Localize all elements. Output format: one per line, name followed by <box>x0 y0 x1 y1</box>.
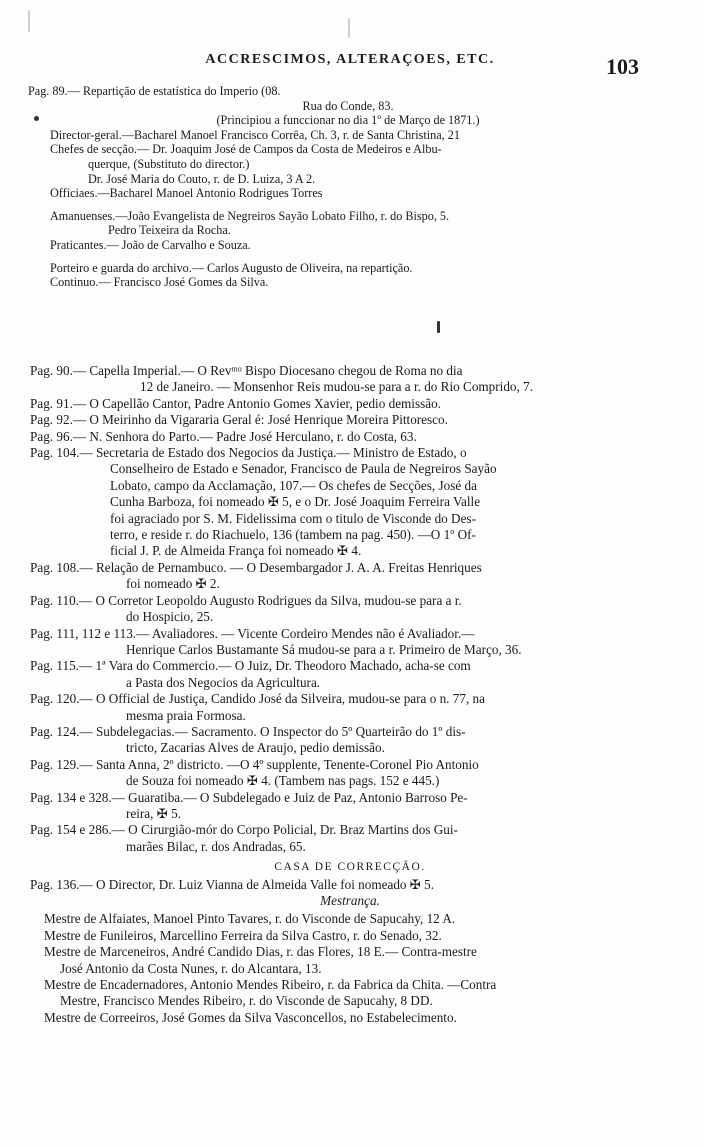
entry <box>30 877 670 893</box>
entry-continuation-line: reira, ✠ 5. <box>126 805 181 821</box>
entry-first-line: Pag. 134 e 328.— Guaratiba.— O Subdelegado e Juiz de Paz, Antonio Barroso Pe- <box>30 789 468 805</box>
mestre-continuation-line: José Antonio da Costa Nunes, r. do Alcantara, 13. <box>60 960 322 976</box>
entry-first-line: Pag. 90.— Capella Imperial.— O Revᵐᵒ Bispo Diocesano chegou de Roma no dia <box>30 363 463 378</box>
entry-continuation-line: mesma praia Formosa. <box>126 707 246 723</box>
entry <box>30 724 670 757</box>
entry <box>30 757 670 790</box>
entry-first-line: Pag. 124.— Subdelegacias.— Sacramento. O Inspector do 5º Quarteirão do 1º dis- <box>30 723 466 739</box>
entry <box>30 560 670 593</box>
entry-continuation-line: ficial J. P. de Almeida França foi nomeado ✠ 4. <box>110 543 362 559</box>
section-line: Continuo.— Francisco José Gomes da Silva. <box>50 275 269 290</box>
entry-first-line: Pag. 136.— O Director, Dr. Luiz Vianna de Almeida Valle foi nomeado ✠ 5. <box>30 876 435 892</box>
section-line: Officiaes.—Bacharel Manoel Antonio Rodrigues Torres <box>50 186 323 201</box>
entry-continuation-line: Conselheiro de Estado e Senador, Francisco de Paula de Negreiros Sayão <box>110 461 497 477</box>
entry-continuation-line: foi agraciado por S. M. Fidelissima com o titulo de Visconde do Des- <box>110 510 476 526</box>
entry <box>30 658 670 691</box>
section-line: Director-geral.—Bacharel Manoel Francisco Corrêa, Ch. 3, r. de Santa Christina, 21 <box>50 127 460 142</box>
entry-first-line: Pag. 91.— O Capellão Cantor, Padre Antonio Gomes Xavier, pedio demissão. <box>30 395 441 411</box>
entry-continuation-line: a Pasta dos Negocios da Agricultura. <box>126 674 321 690</box>
page-number: 103 <box>606 54 639 79</box>
statistics-office-section <box>28 84 668 290</box>
entry <box>30 412 670 428</box>
mestre-line: Mestre de Marceneiros, André Candido Dias, r. das Flores, 18 E.— Contra-mestre <box>44 944 477 960</box>
entry-first-line: Pag. 111, 112 e 113.— Avaliadores. — Vicente Cordeiro Mendes não é Avaliador.— <box>30 625 475 641</box>
section-line: Dr. José Maria do Couto, r. de D. Luiza, 3 A 2. <box>88 171 316 186</box>
section-line: Rua do Conde, 83. <box>302 98 394 113</box>
entry <box>30 363 670 396</box>
entry-continuation-line: 12 de Janeiro. — Monsenhor Reis mudou-se para a r. do Rio Comprido, 7. <box>140 379 534 395</box>
entry <box>30 691 670 724</box>
entry-continuation-line: Henrique Carlos Bustamante Sá mudou-se para a r. Primeiro de Março, 36. <box>126 641 522 657</box>
entry-continuation-line: marães Bilac, r. dos Andradas, 65. <box>126 838 306 854</box>
entry-first-line: Pag. 154 e 286.— O Cirurgião-mór do Corpo Policial, Dr. Braz Martins dos Gui- <box>30 822 458 838</box>
ink-mark <box>437 321 440 333</box>
spacer <box>28 201 668 209</box>
section-line: Praticantes.— João de Carvalho e Souza. <box>50 237 251 252</box>
entry-first-line: Pag. 104.— Secretaria de Estado dos Negocios da Justiça.— Ministro de Estado, o <box>30 445 467 461</box>
entry-first-line: Pag. 120.— O Official de Justiça, Candido José da Silveira, mudou-se para o n. 77, na <box>30 691 486 707</box>
entry <box>30 790 670 823</box>
top-center-fold-mark <box>348 18 350 38</box>
entry-continuation-line: Cunha Barboza, foi nomeado ✠ 5, e o Dr. José Joaquim Ferreira Valle <box>110 494 481 510</box>
mestre-line: Mestre de Encadernadores, Antonio Mendes Ribeiro, r. da Fabrica da Chita. —Contra <box>44 977 497 993</box>
section-line: Pag. 89.— Repartição de estatística do Imperio (08. <box>28 84 281 98</box>
mestre-continuation-line: Mestre, Francisco Mendes Ribeiro, r. do Visconde de Sapucahy, 8 DD. <box>60 993 433 1009</box>
section-line: Porteiro e guarda do archivo.— Carlos Augusto de Oliveira, na repartição. <box>50 260 413 275</box>
mestre-line: Mestre de Correeiros, José Gomes da Silva Vasconcellos, no Estabelecimento. <box>44 1009 457 1025</box>
mestre-line: Mestre de Funileiros, Marcellino Ferreira da Silva Castro, r. do Senado, 32. <box>44 927 442 943</box>
section-line: querque, (Substituto do director.) <box>88 156 250 171</box>
entry-first-line: Pag. 129.— Santa Anna, 2º districto. —O 4º supplente, Tenente-Coronel Pio Antonio <box>30 756 479 772</box>
entry <box>30 593 670 626</box>
page-entries-section <box>30 363 670 1026</box>
entry-continuation-line: do Hospicio, 25. <box>126 609 214 625</box>
entry <box>30 626 670 659</box>
entry-first-line: Pag. 92.— O Meirinho da Vigararia Geral é: José Henrique Moreira Pittoresco. <box>30 412 448 428</box>
entry-first-line: Pag. 108.— Relação de Pernambuco. — O Desembargador J. A. A. Freitas Henriques <box>30 559 482 575</box>
spacer <box>28 253 668 261</box>
entry <box>30 822 670 855</box>
entry-first-line: Pag. 96.— N. Senhora do Parto.— Padre José Herculano, r. do Costa, 63. <box>30 428 417 444</box>
entry-continuation-line: foi nomeado ✠ 2. <box>126 576 220 592</box>
entry-first-line: Pag. 110.— O Corretor Leopoldo Augusto Rodrigues da Silva, mudou-se para a r. <box>30 592 462 608</box>
running-title: ACCRESCIMOS, ALTERAÇOES, ETC. <box>205 52 495 67</box>
entry-continuation-line: de Souza foi nomeado ✠ 4. (Tambem nas pags. 152 e 445.) <box>126 773 440 789</box>
section-line: Chefes de secção.— Dr. Joaquim José de Campos da Costa de Medeiros e Albu- <box>50 142 442 157</box>
entry <box>30 396 670 412</box>
entry-continuation-line: tricto, Zacarias Alves de Araujo, pedio demissão. <box>126 740 385 756</box>
section-subheading: Mestrança. <box>320 893 380 908</box>
entry <box>30 429 670 445</box>
section-line: Pedro Teixeira da Rocha. <box>108 223 231 238</box>
top-left-fold-mark <box>28 10 30 32</box>
section-line: Amanuenses.—João Evangelista de Negreiros Sayão Lobato Filho, r. do Bispo, 5. <box>50 208 450 223</box>
entry-first-line: Pag. 115.— 1ª Vara do Commercio.— O Juiz, Dr. Theodoro Machado, acha-se com <box>30 658 471 674</box>
section-line: (Principiou a funccionar no dia 1º de Março de 1871.) <box>216 113 480 128</box>
page-header <box>0 48 704 88</box>
mestre-line: Mestre de Alfaiates, Manoel Pinto Tavares, r. do Visconde de Sapucahy, 12 A. <box>44 911 456 927</box>
entry-continuation-line: terro, e reside r. do Riachuelo, 136 (tambem na pag. 450). —O 1º Of- <box>110 527 476 543</box>
entry <box>30 445 670 560</box>
section-heading: CASA DE CORRECÇÃO. <box>274 861 426 874</box>
entry-continuation-line: Lobato, campo da Acclamação, 107.— Os chefes de Secções, José da <box>110 477 477 493</box>
